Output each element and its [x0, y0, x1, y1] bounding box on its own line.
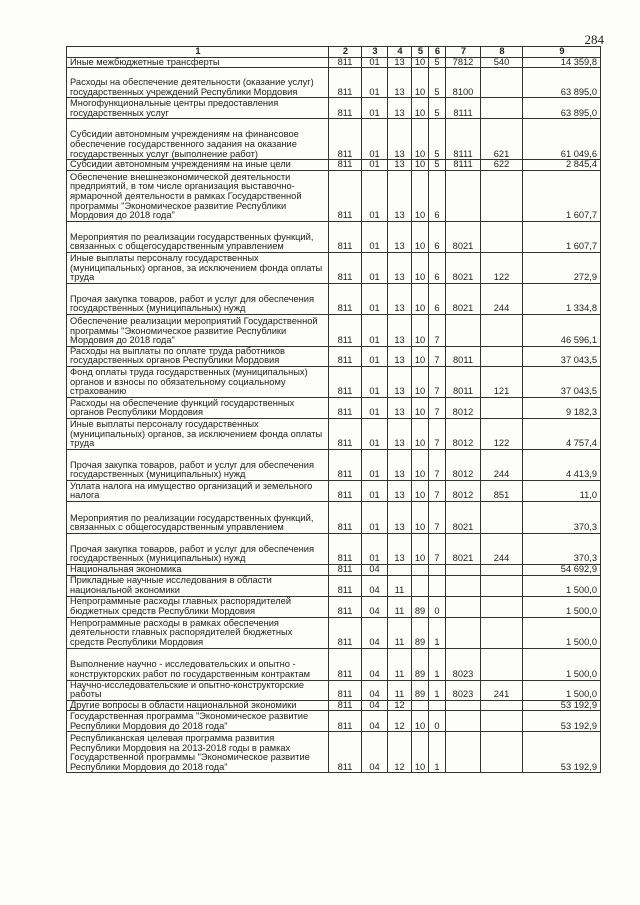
amount-cell: 63 895,0 [523, 68, 601, 98]
code-cell: 7 [429, 501, 446, 533]
header-cell: 2 [329, 47, 362, 58]
code-cell: 13 [388, 397, 412, 418]
code-cell [446, 711, 481, 732]
table-row [67, 314, 601, 346]
code-cell: 7 [429, 314, 446, 346]
amount-cell: 1 500,0 [523, 680, 601, 700]
code-cell: 04 [362, 648, 388, 680]
code-cell: 13 [388, 170, 412, 221]
code-cell [412, 700, 429, 711]
code-cell: 10 [412, 119, 429, 160]
amount-cell: 54 692,9 [523, 564, 601, 575]
code-cell: 6 [429, 252, 446, 283]
row-name-cell: Субсидии автономным учреждениям на иные цели [67, 160, 329, 171]
table-row [67, 98, 601, 119]
code-cell: 01 [362, 449, 388, 480]
header-cell: 9 [523, 47, 601, 58]
row-name-cell: Мероприятия по реализации государственных функций, связанных с общегосударственным управлением [67, 501, 329, 533]
code-cell: 8021 [446, 533, 481, 564]
code-cell: 540 [481, 57, 523, 68]
code-cell: 11 [388, 648, 412, 680]
code-cell: 01 [362, 418, 388, 449]
code-cell: 8111 [446, 160, 481, 171]
code-cell: 01 [362, 160, 388, 171]
code-cell: 121 [481, 366, 523, 397]
table-row [67, 680, 601, 700]
amount-cell: 61 049,6 [523, 119, 601, 160]
code-cell: 13 [388, 346, 412, 366]
code-cell: 01 [362, 221, 388, 252]
code-cell: 10 [412, 449, 429, 480]
table-row [67, 397, 601, 418]
code-cell: 89 [412, 648, 429, 680]
code-cell: 7 [429, 418, 446, 449]
header-cell: 8 [481, 47, 523, 58]
row-name-cell: Прикладные научные исследования в области национальной экономики [67, 575, 329, 596]
code-cell: 0 [429, 711, 446, 732]
code-cell [481, 68, 523, 98]
code-cell: 10 [412, 346, 429, 366]
amount-cell: 53 192,9 [523, 732, 601, 773]
code-cell: 811 [329, 57, 362, 68]
row-name-cell: Мероприятия по реализации государственных функций, связанных с общегосударственным управлением [67, 221, 329, 252]
code-cell: 811 [329, 160, 362, 171]
code-cell [446, 170, 481, 221]
code-cell: 7 [429, 366, 446, 397]
table-row [67, 346, 601, 366]
amount-cell: 370,3 [523, 533, 601, 564]
code-cell: 01 [362, 480, 388, 501]
code-cell: 241 [481, 680, 523, 700]
code-cell: 811 [329, 346, 362, 366]
code-cell: 10 [412, 57, 429, 68]
code-cell: 7 [429, 346, 446, 366]
row-name-cell: Уплата налога на имущество организаций и земельного налога [67, 480, 329, 501]
amount-cell: 4 413,9 [523, 449, 601, 480]
amount-cell: 1 334,8 [523, 283, 601, 314]
amount-cell: 53 192,9 [523, 711, 601, 732]
code-cell: 10 [412, 283, 429, 314]
code-cell [481, 648, 523, 680]
code-cell: 10 [412, 711, 429, 732]
code-cell: 10 [412, 418, 429, 449]
code-cell: 04 [362, 617, 388, 648]
code-cell: 6 [429, 170, 446, 221]
amount-cell: 1 500,0 [523, 596, 601, 617]
code-cell: 8021 [446, 252, 481, 283]
amount-cell: 1 500,0 [523, 648, 601, 680]
row-name-cell: Расходы на обеспечение деятельности (оказание услуг) государственных учреждений Республики Мордовия [67, 68, 329, 98]
code-cell: 244 [481, 283, 523, 314]
code-cell: 04 [362, 596, 388, 617]
code-cell: 811 [329, 98, 362, 119]
code-cell: 01 [362, 98, 388, 119]
code-cell: 811 [329, 449, 362, 480]
code-cell: 851 [481, 480, 523, 501]
code-cell: 01 [362, 533, 388, 564]
code-cell: 5 [429, 160, 446, 171]
code-cell: 89 [412, 596, 429, 617]
table-row [67, 648, 601, 680]
table-row [67, 711, 601, 732]
budget-table [66, 46, 600, 773]
code-cell: 10 [412, 480, 429, 501]
code-cell: 04 [362, 711, 388, 732]
code-cell: 01 [362, 397, 388, 418]
code-cell: 11 [388, 680, 412, 700]
code-cell: 01 [362, 252, 388, 283]
table-row [67, 57, 601, 68]
table-row [67, 252, 601, 283]
code-cell: 7 [429, 397, 446, 418]
code-cell: 811 [329, 366, 362, 397]
code-cell: 89 [412, 680, 429, 700]
code-cell: 01 [362, 283, 388, 314]
amount-cell: 4 757,4 [523, 418, 601, 449]
code-cell: 811 [329, 170, 362, 221]
table-row [67, 170, 601, 221]
code-cell: 122 [481, 418, 523, 449]
row-name-cell: Расходы на обеспечение функций государственных органов Республики Мордовия [67, 397, 329, 418]
code-cell [412, 564, 429, 575]
amount-cell: 14 359,8 [523, 57, 601, 68]
code-cell: 13 [388, 221, 412, 252]
page-number: 284 [584, 32, 604, 47]
code-cell: 8021 [446, 501, 481, 533]
row-name-cell: Научно-исследовательские и опытно-конструкторские работы [67, 680, 329, 700]
code-cell: 04 [362, 564, 388, 575]
code-cell: 811 [329, 732, 362, 773]
code-cell [446, 596, 481, 617]
code-cell: 811 [329, 221, 362, 252]
code-cell: 8021 [446, 283, 481, 314]
row-name-cell: Прочая закупка товаров, работ и услуг для обеспечения государственных (муниципальных) нужд [67, 449, 329, 480]
code-cell: 13 [388, 160, 412, 171]
table-row [67, 564, 601, 575]
table-row [67, 119, 601, 160]
code-cell: 811 [329, 617, 362, 648]
table-header-row [67, 47, 601, 58]
code-cell: 13 [388, 98, 412, 119]
table-row [67, 160, 601, 171]
code-cell [446, 575, 481, 596]
code-cell: 8011 [446, 346, 481, 366]
code-cell [481, 98, 523, 119]
code-cell: 8012 [446, 418, 481, 449]
code-cell: 5 [429, 57, 446, 68]
code-cell: 13 [388, 449, 412, 480]
row-name-cell: Иные выплаты персоналу государственных (муниципальных) органов, за исключением фонда оплаты труда [67, 252, 329, 283]
code-cell: 10 [412, 732, 429, 773]
code-cell [446, 732, 481, 773]
code-cell: 8011 [446, 366, 481, 397]
code-cell: 8021 [446, 221, 481, 252]
code-cell: 0 [429, 596, 446, 617]
code-cell: 8012 [446, 397, 481, 418]
code-cell: 8012 [446, 480, 481, 501]
code-cell [481, 732, 523, 773]
code-cell: 10 [412, 68, 429, 98]
table-row [67, 68, 601, 98]
code-cell: 01 [362, 366, 388, 397]
code-cell: 811 [329, 68, 362, 98]
code-cell: 11 [388, 596, 412, 617]
code-cell [481, 575, 523, 596]
row-name-cell: Иные выплаты персоналу государственных (муниципальных) органов, за исключением фонда оплаты труда [67, 418, 329, 449]
code-cell: 5 [429, 68, 446, 98]
code-cell: 10 [412, 252, 429, 283]
code-cell: 13 [388, 418, 412, 449]
code-cell: 1 [429, 617, 446, 648]
code-cell: 01 [362, 346, 388, 366]
code-cell [446, 564, 481, 575]
code-cell: 811 [329, 418, 362, 449]
code-cell: 244 [481, 449, 523, 480]
table-row [67, 221, 601, 252]
amount-cell: 2 845,4 [523, 160, 601, 171]
code-cell: 12 [388, 711, 412, 732]
code-cell [481, 346, 523, 366]
code-cell: 01 [362, 170, 388, 221]
code-cell: 13 [388, 283, 412, 314]
code-cell: 01 [362, 314, 388, 346]
code-cell: 10 [412, 397, 429, 418]
row-name-cell: Обеспечение внешнеэкономической деятельности предприятий, в том числе организация выставочно-ярмарочной деятельности в рамках Государственной программы "Экономическое развитие Республики Мордовия до 2018 года" [67, 170, 329, 221]
row-name-cell: Иные межбюджетные трансферты [67, 57, 329, 68]
code-cell: 10 [412, 501, 429, 533]
code-cell: 811 [329, 711, 362, 732]
code-cell: 811 [329, 501, 362, 533]
amount-cell: 272,9 [523, 252, 601, 283]
row-name-cell: Непрограммные расходы в рамках обеспечения деятельности главных распорядителей бюджетных средств Республики Мордовия [67, 617, 329, 648]
row-name-cell: Прочая закупка товаров, работ и услуг для обеспечения государственных (муниципальных) нужд [67, 533, 329, 564]
amount-cell: 1 500,0 [523, 575, 601, 596]
code-cell: 01 [362, 68, 388, 98]
row-name-cell: Национальная экономика [67, 564, 329, 575]
code-cell: 10 [412, 533, 429, 564]
code-cell: 811 [329, 119, 362, 160]
code-cell: 622 [481, 160, 523, 171]
code-cell: 5 [429, 119, 446, 160]
row-name-cell: Выполнение научно - исследовательских и опытно - конструкторских работ по государственным контрактам [67, 648, 329, 680]
code-cell [481, 700, 523, 711]
row-name-cell: Государственная программа "Экономическое развитие Республики Мордовия до 2018 года" [67, 711, 329, 732]
table-row [67, 366, 601, 397]
code-cell [429, 700, 446, 711]
row-name-cell: Непрограммные расходы главных распорядителей бюджетных средств Республики Мордовия [67, 596, 329, 617]
code-cell: 13 [388, 366, 412, 397]
code-cell: 04 [362, 575, 388, 596]
amount-cell: 11,0 [523, 480, 601, 501]
code-cell: 04 [362, 680, 388, 700]
code-cell: 13 [388, 68, 412, 98]
code-cell: 13 [388, 314, 412, 346]
code-cell: 1 [429, 680, 446, 700]
code-cell [481, 397, 523, 418]
code-cell: 04 [362, 732, 388, 773]
row-name-cell: Обеспечение реализации мероприятий Государственной программы "Экономическое развитие Республики Мордовия до 2018 года" [67, 314, 329, 346]
code-cell: 8012 [446, 449, 481, 480]
code-cell: 04 [362, 700, 388, 711]
code-cell [481, 170, 523, 221]
code-cell: 811 [329, 648, 362, 680]
row-name-cell: Многофункциональные центры предоставления государственных услуг [67, 98, 329, 119]
code-cell: 10 [412, 221, 429, 252]
code-cell: 7 [429, 449, 446, 480]
code-cell [481, 596, 523, 617]
code-cell [412, 575, 429, 596]
code-cell: 811 [329, 252, 362, 283]
code-cell: 6 [429, 283, 446, 314]
code-cell: 621 [481, 119, 523, 160]
table-row [67, 533, 601, 564]
header-cell: 6 [429, 47, 446, 58]
code-cell [481, 711, 523, 732]
code-cell: 13 [388, 57, 412, 68]
header-cell: 4 [388, 47, 412, 58]
code-cell [446, 700, 481, 711]
row-name-cell: Республиканская целевая программа развития Республики Мордовия на 2013-2018 годы в рамках Государственной программы "Экономическое развитие Республики Мордовия до 2018 года" [67, 732, 329, 773]
amount-cell: 37 043,5 [523, 366, 601, 397]
code-cell: 8023 [446, 648, 481, 680]
code-cell: 244 [481, 533, 523, 564]
table-row [67, 449, 601, 480]
table-row [67, 501, 601, 533]
code-cell: 8111 [446, 98, 481, 119]
code-cell: 13 [388, 501, 412, 533]
code-cell [429, 564, 446, 575]
table-row [67, 480, 601, 501]
code-cell [446, 314, 481, 346]
table-row [67, 596, 601, 617]
code-cell: 7 [429, 480, 446, 501]
code-cell: 1 [429, 732, 446, 773]
table-row [67, 617, 601, 648]
amount-cell: 46 596,1 [523, 314, 601, 346]
code-cell: 13 [388, 480, 412, 501]
code-cell: 10 [412, 170, 429, 221]
code-cell: 811 [329, 700, 362, 711]
table-row [67, 700, 601, 711]
row-name-cell: Прочая закупка товаров, работ и услуг для обеспечения государственных (муниципальных) нужд [67, 283, 329, 314]
code-cell [388, 564, 412, 575]
row-name-cell: Другие вопросы в области национальной экономики [67, 700, 329, 711]
code-cell: 8023 [446, 680, 481, 700]
code-cell: 811 [329, 397, 362, 418]
code-cell [481, 501, 523, 533]
code-cell: 11 [388, 617, 412, 648]
table-row [67, 732, 601, 773]
row-name-cell: Субсидии автономным учреждениям на финансовое обеспечение государственного задания на оказание государственных услуг (выполнение работ) [67, 119, 329, 160]
code-cell: 13 [388, 252, 412, 283]
code-cell: 10 [412, 314, 429, 346]
code-cell: 122 [481, 252, 523, 283]
code-cell: 10 [412, 98, 429, 119]
code-cell: 7 [429, 533, 446, 564]
code-cell: 01 [362, 57, 388, 68]
code-cell: 13 [388, 533, 412, 564]
code-cell: 811 [329, 533, 362, 564]
code-cell: 01 [362, 501, 388, 533]
code-cell: 10 [412, 366, 429, 397]
amount-cell: 63 895,0 [523, 98, 601, 119]
code-cell [481, 564, 523, 575]
code-cell: 1 [429, 648, 446, 680]
code-cell: 11 [388, 575, 412, 596]
table-row [67, 283, 601, 314]
code-cell [481, 617, 523, 648]
amount-cell: 53 192,9 [523, 700, 601, 711]
table-row [67, 418, 601, 449]
code-cell: 811 [329, 314, 362, 346]
code-cell: 811 [329, 564, 362, 575]
amount-cell: 9 182,3 [523, 397, 601, 418]
header-cell: 3 [362, 47, 388, 58]
code-cell [429, 575, 446, 596]
code-cell: 7812 [446, 57, 481, 68]
code-cell: 811 [329, 596, 362, 617]
code-cell: 6 [429, 221, 446, 252]
row-name-cell: Фонд оплаты труда государственных (муниципальных) органов и взносы по обязательному социальному страхованию [67, 366, 329, 397]
code-cell: 8100 [446, 68, 481, 98]
code-cell [446, 617, 481, 648]
header-cell: 5 [412, 47, 429, 58]
amount-cell: 1 607,7 [523, 170, 601, 221]
amount-cell: 370,3 [523, 501, 601, 533]
code-cell: 811 [329, 480, 362, 501]
code-cell: 5 [429, 98, 446, 119]
code-cell: 8111 [446, 119, 481, 160]
code-cell: 10 [412, 160, 429, 171]
code-cell: 12 [388, 732, 412, 773]
table-row [67, 575, 601, 596]
code-cell: 13 [388, 119, 412, 160]
header-cell: 7 [446, 47, 481, 58]
code-cell: 811 [329, 575, 362, 596]
code-cell: 811 [329, 283, 362, 314]
header-cell: 1 [67, 47, 329, 58]
amount-cell: 37 043,5 [523, 346, 601, 366]
row-name-cell: Расходы на выплаты по оплате труда работников государственных органов Республики Мордовия [67, 346, 329, 366]
code-cell: 811 [329, 680, 362, 700]
code-cell: 89 [412, 617, 429, 648]
code-cell [481, 314, 523, 346]
code-cell [481, 221, 523, 252]
code-cell: 12 [388, 700, 412, 711]
amount-cell: 1 500,0 [523, 617, 601, 648]
amount-cell: 1 607,7 [523, 221, 601, 252]
code-cell: 01 [362, 119, 388, 160]
